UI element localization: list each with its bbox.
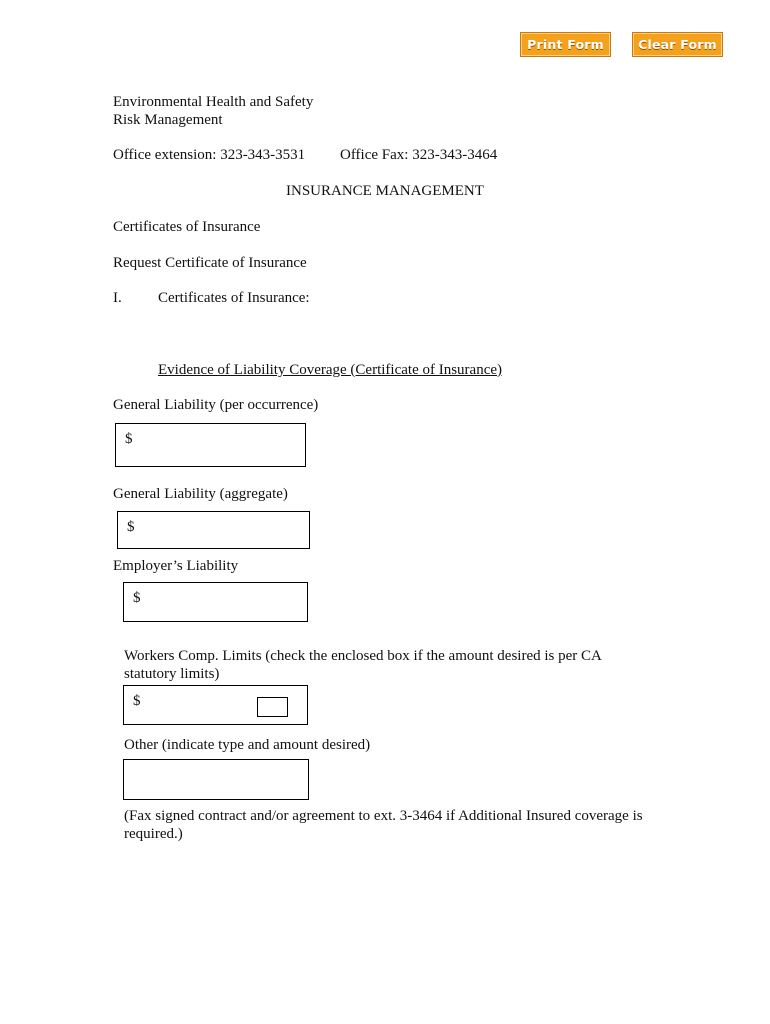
page-title: INSURANCE MANAGEMENT bbox=[286, 183, 484, 199]
evidence-heading: Evidence of Liability Coverage (Certificate of Insurance) bbox=[158, 362, 503, 378]
gl-occurrence-label: General Liability (per occurrence) bbox=[113, 397, 319, 413]
footnote-line1: (Fax signed contract and/or agreement to ext. 3-3464 if Additional Insured coverage is bbox=[124, 808, 643, 824]
dollar-prefix: $ bbox=[125, 431, 133, 447]
workers-comp-input[interactable] bbox=[146, 690, 246, 712]
gl-aggregate-field[interactable] bbox=[117, 511, 310, 549]
gl-aggregate-label: General Liability (aggregate) bbox=[113, 486, 288, 502]
employers-liability-input[interactable] bbox=[146, 587, 296, 609]
footnote-line2: required.) bbox=[124, 826, 183, 842]
clear-form-button[interactable] bbox=[632, 32, 723, 57]
print-form-label: Print Form bbox=[527, 37, 604, 52]
gl-aggregate-input[interactable] bbox=[140, 516, 300, 538]
other-coverage-label: Other (indicate type and amount desired) bbox=[124, 737, 371, 753]
employers-liability-label: Employer’s Liability bbox=[113, 558, 239, 574]
gl-occurrence-field[interactable] bbox=[115, 423, 306, 467]
dollar-prefix: $ bbox=[127, 519, 135, 535]
workers-comp-label-line1: Workers Comp. Limits (check the enclosed box if the amount desired is per CA bbox=[124, 648, 602, 664]
office-fax: Office Fax: 323-343-3464 bbox=[340, 147, 498, 163]
other-coverage-input[interactable] bbox=[130, 769, 300, 791]
workers-comp-label-line2: statutory limits) bbox=[124, 666, 220, 682]
clear-form-label: Clear Form bbox=[638, 37, 717, 52]
statutory-limits-checkbox[interactable] bbox=[257, 697, 288, 717]
certificates-link[interactable]: Certificates of Insurance bbox=[113, 219, 261, 235]
print-form-button[interactable] bbox=[520, 32, 611, 57]
dollar-prefix: $ bbox=[133, 590, 141, 606]
employers-liability-field[interactable] bbox=[123, 582, 308, 622]
request-certificate-link[interactable]: Request Certificate of Insurance bbox=[113, 255, 307, 271]
dollar-prefix: $ bbox=[133, 693, 141, 709]
org-department: Risk Management bbox=[113, 112, 223, 128]
section-heading: Certificates of Insurance: bbox=[158, 290, 310, 306]
gl-occurrence-input[interactable] bbox=[138, 428, 298, 450]
org-name: Environmental Health and Safety bbox=[113, 94, 314, 110]
office-extension: Office extension: 323-343-3531 bbox=[113, 147, 306, 163]
section-number: I. bbox=[113, 290, 122, 306]
other-coverage-field[interactable] bbox=[123, 759, 309, 800]
